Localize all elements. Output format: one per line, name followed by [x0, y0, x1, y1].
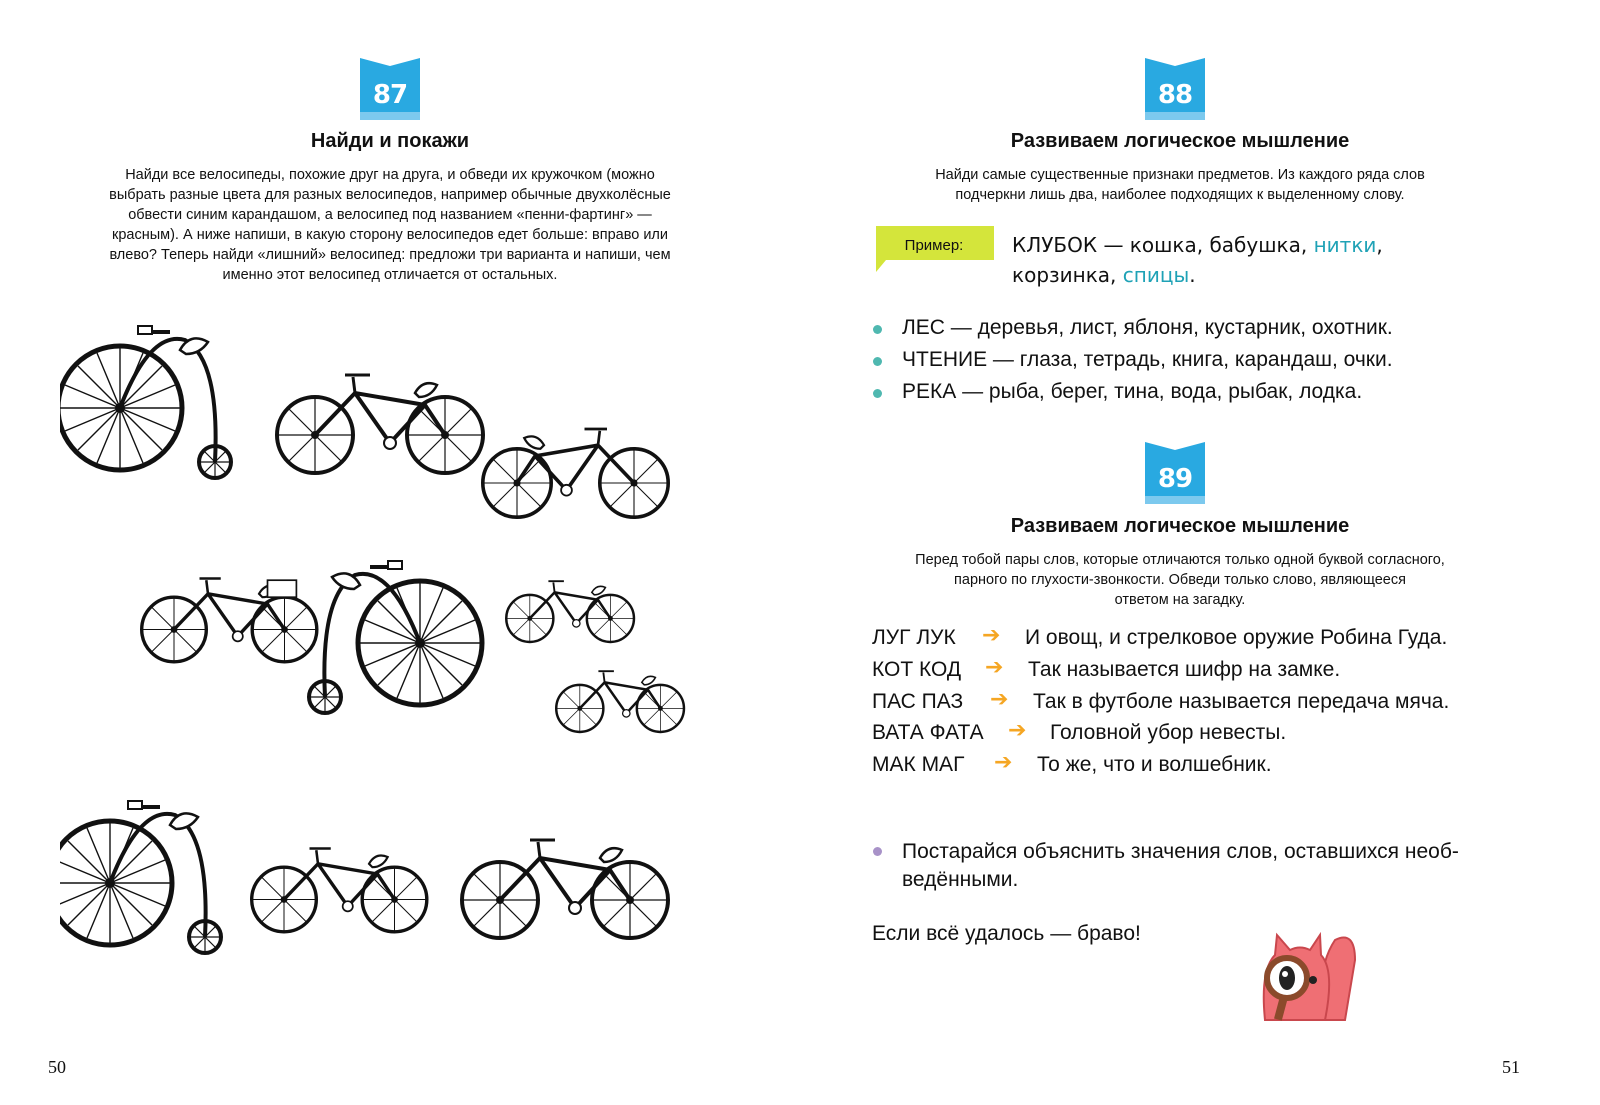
exercise-badge-88: 88	[1145, 58, 1205, 120]
exercise-badge-87: 87	[360, 58, 420, 120]
example-label: Пример:	[904, 237, 964, 254]
small-bicycle-2	[556, 671, 684, 732]
arrow-right-icon: ➔	[1008, 717, 1027, 742]
arrow-right-icon: ➔	[985, 654, 1004, 679]
exercise-badge-89: 89	[1145, 442, 1205, 504]
arrow-right-icon: ➔	[994, 749, 1013, 774]
example-answer-1: нитки	[1313, 233, 1377, 257]
word-pair-1: ЛУГ ЛУК	[872, 626, 956, 649]
word-row-3: РЕКА — рыба, берег, тина, вода, рыбак, лодка.	[902, 380, 1363, 403]
penny-farthing-bike-2	[60, 801, 221, 953]
word-pair-2: КОТ КОД	[872, 658, 962, 681]
riddle-4: Головной убор невесты.	[1050, 721, 1287, 744]
bicycle-basket	[142, 579, 317, 662]
word-pair-5: МАК МАГ	[872, 753, 965, 776]
cat-magnifier-icon	[1255, 930, 1365, 1025]
arrow-right-icon: ➔	[982, 622, 1001, 647]
task-text: Постарайся объяснить значения слов, оставшихся необ- ведёнными.	[902, 840, 1459, 891]
arrow-right-icon: ➔	[990, 686, 1009, 711]
bullet	[873, 325, 882, 334]
bicycle-left	[483, 429, 668, 517]
bullet	[873, 357, 882, 366]
exercise-title-89: Развиваем логическое мышление	[1010, 515, 1350, 537]
penny-farthing-bike-left	[309, 561, 482, 713]
penny-farthing-bike	[60, 326, 231, 478]
exercise-title: Найди и покажи	[310, 130, 470, 152]
small-bicycle	[506, 581, 634, 642]
bicycles-illustration	[60, 320, 720, 970]
word-row-1: ЛЕС — деревья, лист, яблоня, кустарник, охотник.	[902, 316, 1393, 339]
exercise-instructions: Найди все велосипеды, похожие друг на друга, и обведи их кружочком (можно выбрать разные цвета для разных велосипедов, например обычные двухколёсные обвести синим карандашом, а велосипед под названием «пенни-фартинг» — красным). А ниже напиши, в какую сторону велосипедов едет больше: вправо или влево? Теперь найди «лишний» велосипед: предложи три варианта и напиши, чем именно этот велосипед отличается от остальных.	[109, 167, 671, 283]
bicycle-3	[462, 840, 668, 938]
riddle-1: И овощ, и стрелковое оружие Робина Гуда.	[1025, 626, 1448, 649]
page-number: 50	[48, 1057, 66, 1077]
bicycle	[277, 375, 483, 473]
word-pair-4: ВАТА ФАТА	[872, 721, 984, 744]
exercise-title-88: Развиваем логическое мышление	[1010, 130, 1350, 152]
page-number-right: 51	[1502, 1057, 1520, 1077]
word-row-2: ЧТЕНИЕ — глаза, тетрадь, книга, карандаш, очки.	[902, 348, 1393, 371]
riddle-2: Так называется шифр на замке.	[1028, 658, 1341, 681]
example-text: КЛУБОК — кошка, бабушка, нитки, корзинка, спицы.	[1012, 233, 1383, 287]
exercise-instructions-88: Найди самые существенные признаки предметов. Из каждого ряда слов подчеркни лишь два, наиболее подходящих к выделенному слову.	[935, 167, 1425, 203]
bicycle-2	[252, 849, 427, 932]
example-tag	[876, 226, 994, 272]
riddle-3: Так в футболе называется передача мяча.	[1033, 690, 1450, 713]
riddle-5: То же, что и волшебник.	[1037, 753, 1272, 776]
exercise-instructions-89: Перед тобой пары слов, которые отличаются только одной буквой согласного, парного по глухости-звонкости. Обведи только слово, являющееся ответом на загадку.	[915, 552, 1445, 608]
closing-text: Если всё удалось — браво!	[872, 922, 1141, 945]
bullet	[873, 847, 882, 856]
example-answer-2: спицы	[1122, 263, 1190, 287]
word-pair-3: ПАС ПАЗ	[872, 690, 964, 713]
bullet	[873, 389, 882, 398]
